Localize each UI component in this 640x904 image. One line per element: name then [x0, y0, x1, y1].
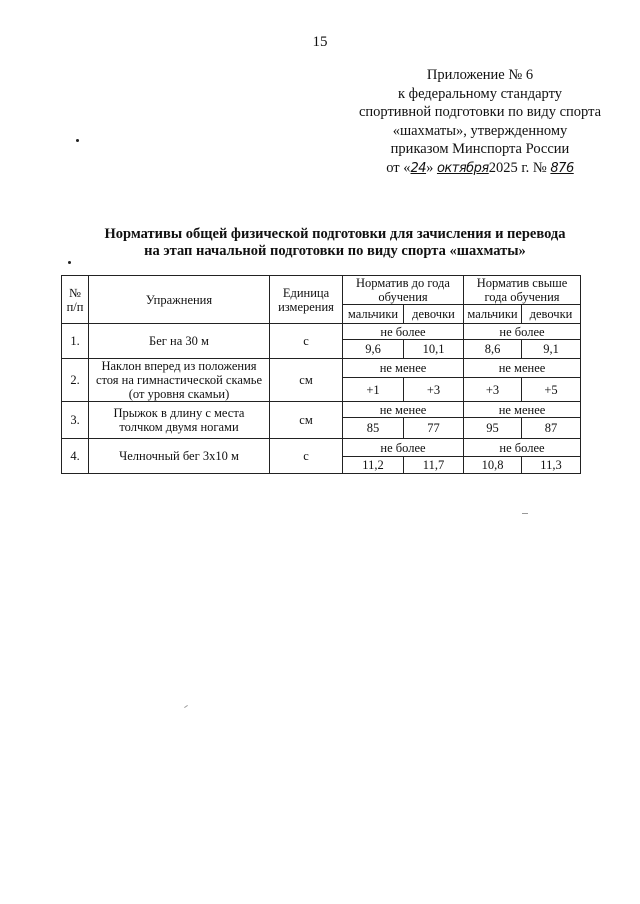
page-number: 15: [312, 34, 328, 50]
date-close: »: [426, 159, 434, 176]
unit-cell: с: [270, 439, 343, 474]
value-cell: +3: [404, 378, 464, 402]
scan-speck: [522, 513, 528, 514]
col-header-girls: девочки: [522, 305, 581, 324]
row-number: 2.: [62, 359, 89, 402]
value-cell: 11,2: [343, 457, 404, 474]
appendix-line: к федеральному стандарту: [398, 85, 562, 102]
scan-speck: [184, 705, 188, 708]
value-cell: 9,1: [522, 340, 581, 359]
scan-speck: [76, 139, 79, 142]
condition-cell: не менее: [464, 402, 581, 418]
title-line: на этап начальной подготовки по виду спорта «шахматы»: [144, 243, 526, 259]
condition-cell: не менее: [343, 402, 464, 418]
appendix-line: приказом Минспорта России: [390, 141, 570, 158]
col-header-num: № п/п: [62, 276, 89, 324]
norms-table: [61, 275, 581, 474]
col-header-unit: Единица измерения: [270, 276, 343, 324]
scan-speck: [68, 261, 71, 264]
appendix-line: Приложение № 6: [426, 67, 534, 83]
handwritten-day: 24: [410, 160, 427, 176]
value-cell: 87: [522, 418, 581, 439]
condition-cell: не более: [343, 439, 464, 457]
condition-cell: не более: [464, 439, 581, 457]
condition-cell: не менее: [464, 359, 581, 378]
exercise-name: Наклон вперед из положения стоя на гимнастической скамье (от уровня скамьи): [89, 359, 270, 402]
document-title: [40, 226, 630, 260]
condition-cell: не более: [343, 324, 464, 340]
exercise-name: Бег на 30 м: [89, 324, 270, 359]
value-cell: +3: [464, 378, 522, 402]
handwritten-month: октября: [436, 160, 489, 176]
row-number: 1.: [62, 324, 89, 359]
date-prefix: от «: [386, 159, 411, 176]
col-header-until-year: Норматив до года обучения: [343, 276, 464, 305]
handwritten-order-number: 876: [550, 160, 574, 176]
col-header-boys: мальчики: [343, 305, 404, 324]
unit-cell: см: [270, 402, 343, 439]
col-header-exercise: Упражнения: [89, 276, 270, 324]
appendix-line: «шахматы», утвержденному: [392, 122, 568, 139]
value-cell: 85: [343, 418, 404, 439]
value-cell: 10,1: [404, 340, 464, 359]
value-cell: 77: [404, 418, 464, 439]
appendix-block: [330, 66, 630, 179]
row-number: 3.: [62, 402, 89, 439]
condition-cell: не менее: [343, 359, 464, 378]
value-cell: 8,6: [464, 340, 522, 359]
exercise-name: Челночный бег 3х10 м: [89, 439, 270, 474]
value-cell: 10,8: [464, 457, 522, 474]
appendix-line: спортивной подготовки по виду спорта: [358, 104, 602, 121]
value-cell: 11,7: [404, 457, 464, 474]
value-cell: +1: [343, 378, 404, 402]
order-date-line: [330, 159, 630, 179]
col-header-girls: девочки: [404, 305, 464, 324]
exercise-name: Прыжок в длину с места толчком двумя ногами: [89, 402, 270, 439]
col-header-over-year: Норматив свыше года обучения: [464, 276, 581, 305]
title-line: Нормативы общей физической подготовки для зачисления и перевода: [104, 226, 566, 242]
condition-cell: не более: [464, 324, 581, 340]
value-cell: 9,6: [343, 340, 404, 359]
value-cell: 11,3: [522, 457, 581, 474]
value-cell: +5: [522, 378, 581, 402]
row-number: 4.: [62, 439, 89, 474]
unit-cell: см: [270, 359, 343, 402]
value-cell: 95: [464, 418, 522, 439]
unit-cell: с: [270, 324, 343, 359]
col-header-boys: мальчики: [464, 305, 522, 324]
year-text: 2025 г. №: [488, 159, 547, 176]
